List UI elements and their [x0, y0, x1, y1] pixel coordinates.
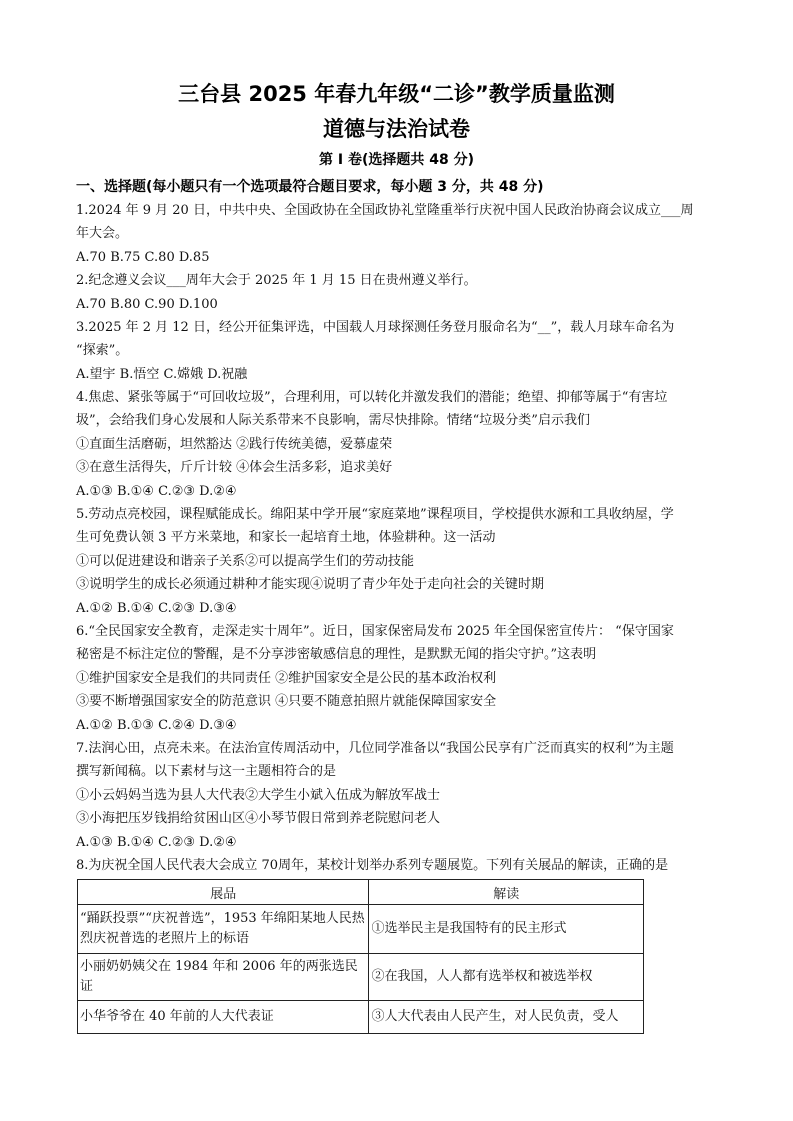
- question-line: “探索”。: [76, 343, 129, 358]
- answer-options: A.①② B.①③ C.②④ D.③④: [76, 718, 237, 733]
- exhibit-table: [77, 879, 644, 1034]
- question-line: 生可免费认领 3 平方米菜地，和家长一起培育土地，体验耕种。这一活动: [76, 530, 496, 545]
- question-line: 4.焦虑、紧张等属于“可回收垃圾”，合理利用，可以转化并激发我们的潜能；绝望、抑郁等属于“有害垃: [76, 390, 668, 405]
- statement-line: ③小海把压岁钱捐给贫困山区④小琴节假日常到养老院慰问老人: [76, 811, 441, 826]
- table-cell-interpretation: ②在我国，人人都有选举权和被选举权: [369, 954, 644, 1001]
- table-header-row: [78, 880, 644, 905]
- table-row: [78, 1001, 644, 1034]
- exam-subject: 道德与法治试卷: [323, 117, 470, 141]
- question-line: 秘密是不标注定位的警醒，是不分享涉密敏感信息的理性，是默默无闻的指尖守护。”这表明: [76, 647, 597, 662]
- table-header-exhibit: 展品: [78, 880, 369, 905]
- statement-line: ③说明学生的成长必须通过耕种才能实现④说明了青少年处于走向社会的关键时期: [76, 577, 545, 592]
- table-cell-interpretation: ③人大代表由人民产生，对人民负责，受人: [369, 1001, 644, 1034]
- question-line: 3.2025 年 2 月 12 日，经公开征集评选，中国载人月球探测任务登月服命名为“__”，载人月球车命名为: [76, 320, 675, 335]
- statement-line: ①直面生活磨砺，坦然豁达 ②践行传统美德，爱慕虚荣: [76, 437, 393, 452]
- answer-options: A.70 B.80 C.90 D.100: [76, 297, 218, 312]
- question-line: 2.纪念遵义会议___周年大会于 2025 年 1 月 15 日在贵州遵义举行。: [76, 273, 477, 288]
- question-line: 年大会。: [76, 226, 129, 241]
- statement-line: ③要不断增强国家安全的防范意识 ④只要不随意拍照片就能保障国家安全: [76, 694, 497, 709]
- answer-options: A.70 B.75 C.80 D.85: [76, 250, 210, 265]
- table-row: [78, 905, 644, 954]
- answer-options: A.①③ B.①④ C.②③ D.②④: [76, 835, 237, 850]
- table-cell-exhibit: 小华爷爷在 40 年前的人大代表证: [78, 1001, 369, 1034]
- statement-line: ①维护国家安全是我们的共同责任 ②维护国家安全是公民的基本政治权利: [76, 671, 497, 686]
- table-cell-exhibit: “踊跃投票”“庆祝普选”，1953 年绵阳某地人民热烈庆祝普选的老照片上的标语: [78, 905, 369, 954]
- question-line: 6.“全民国家安全教育，走深走实十周年”。近日，国家保密局发布 2025 年全国保密宣传片： “保守国家: [76, 624, 674, 639]
- answer-options: A.望宇 B.悟空 C.嫦娥 D.祝融: [76, 367, 248, 382]
- statement-line: ①可以促进建设和谐亲子关系②可以提高学生们的劳动技能: [76, 554, 415, 569]
- question-line: 5.劳动点亮校园，课程赋能成长。绵阳某中学开展“家庭菜地”课程项目，学校提供水源和工具收纳屋，学: [76, 507, 674, 522]
- exam-title: 三台县 2025 年春九年级“二诊”教学质量监测: [178, 82, 615, 106]
- answer-options: A.①② B.①④ C.②③ D.③④: [76, 601, 237, 616]
- answer-options: A.①③ B.①④ C.②③ D.②④: [76, 484, 237, 499]
- question-line: 8.为庆祝全国人民代表大会成立 70周年，某校计划举办系列专题展览。下列有关展品的解读，正确的是: [76, 858, 669, 873]
- exam-part: 第 I 卷(选择题共 48 分): [319, 152, 474, 168]
- table-header-interpretation: 解读: [369, 880, 644, 905]
- table-cell-interpretation: ①选举民主是我国特有的民主形式: [369, 905, 644, 954]
- statement-line: ③在意生活得失，斤斤计较 ④体会生活多彩，追求美好: [76, 460, 393, 475]
- statement-line: ①小云妈妈当选为县人大代表②大学生小斌入伍成为解放军战士: [76, 788, 441, 803]
- question-line: 7.法润心田，点亮未来。在法治宣传周活动中，几位同学准备以“我国公民享有广泛而真实的权利”为主题: [76, 741, 674, 756]
- table-cell-exhibit: 小丽奶奶姨父在 1984 年和 2006 年的两张选民证: [78, 954, 369, 1001]
- question-line: 1.2024 年 9 月 20 日，中共中央、全国政协在全国政协礼堂隆重举行庆祝中国人民政治协商会议成立___周: [76, 203, 694, 218]
- section-heading: 一、选择题(每小题只有一个选项最符合题目要求，每小题 3 分，共 48 分): [76, 179, 544, 195]
- question-line: 圾”，会给我们身心发展和人际关系带来不良影响，需尽快排除。情绪“垃圾分类”启示我们: [76, 413, 590, 428]
- question-line: 撰写新闻稿。以下素材与这一主题相符合的是: [76, 764, 337, 779]
- table-row: [78, 954, 644, 1001]
